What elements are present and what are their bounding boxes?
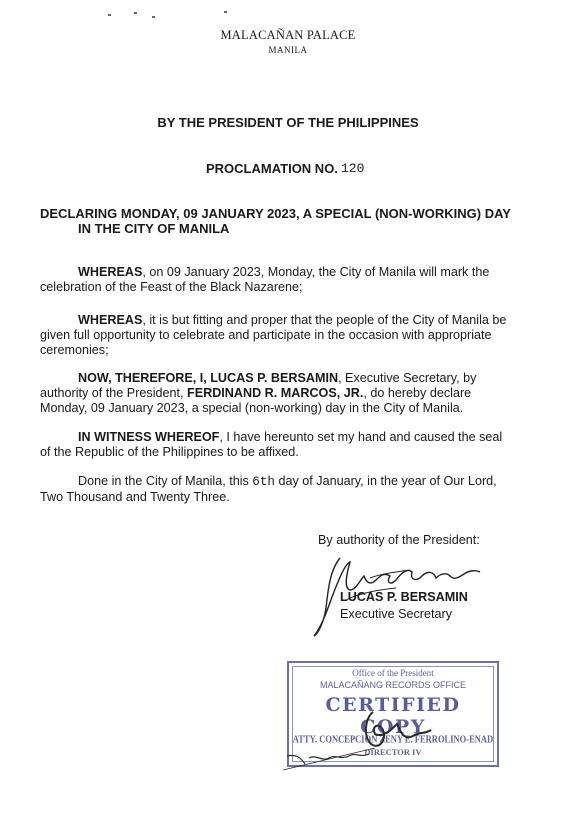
declaration-line-1: DECLARING MONDAY, 09 JANUARY 2023, A SPECIAL (NON-WORKING) DAY xyxy=(40,206,511,221)
day-value: 6th xyxy=(252,475,275,489)
paragraph-lead: WHEREAS xyxy=(78,265,143,279)
stamp-initials-and-date xyxy=(275,700,505,780)
paragraph-text: , do hereby declare xyxy=(363,386,472,400)
stamp-office: Office of the President xyxy=(352,668,434,678)
paragraph-text: , it is but fitting and proper that the people of the City of Manila be xyxy=(142,313,507,327)
paragraph-lead: NOW, THEREFORE, I, LUCAS P. BERSAMIN xyxy=(78,371,339,385)
stamp-records: MALACAÑANG RECORDS OFFICE xyxy=(319,680,467,690)
paragraph-in-witness xyxy=(40,430,530,460)
stamp-certified: CERTIFIED COPY xyxy=(325,694,461,738)
signatory-name: LUCAS P. BERSAMIN xyxy=(340,590,468,604)
signatory-title: Executive Secretary xyxy=(340,607,452,621)
paragraph-text: given full opportunity to celebrate and participate in the occasion with appropriate xyxy=(40,328,492,342)
declaration-heading xyxy=(40,206,540,236)
paragraph-text: day of January, in the year of Our Lord, xyxy=(274,474,497,488)
scan-specks xyxy=(108,10,248,20)
proclamation-label: PROCLAMATION NO. xyxy=(206,161,338,176)
paragraph-text: Done in the City of Manila, this xyxy=(78,474,253,488)
stamp-position: DIRECTOR IV xyxy=(364,747,422,757)
paragraph-text: authority of the President, xyxy=(40,386,188,400)
paragraph-whereas-2 xyxy=(40,313,530,358)
paragraph-text: celebration of the Feast of the Black Nazarene; xyxy=(40,280,303,294)
issuer-heading: BY THE PRESIDENT OF THE PHILIPPINES xyxy=(157,115,419,130)
palace-city: MANILA xyxy=(268,45,308,55)
paragraph-text: , I have hereunto set my hand and caused the seal xyxy=(219,430,503,444)
president-name: FERDINAND R. MARCOS, JR. xyxy=(187,386,364,400)
paragraph-text: , Executive Secretary, by xyxy=(338,371,477,385)
paragraph-text: Two Thousand and Twenty Three. xyxy=(40,490,230,504)
stamp-attorney: ATTY. CONCEPCION ZENY E. FERROLINO-ENAD xyxy=(292,733,494,745)
palace-header: MALACAÑAN PALACE xyxy=(220,28,356,42)
paragraph-whereas-1 xyxy=(40,265,530,295)
declaration-line-2: IN THE CITY OF MANILA xyxy=(78,221,230,236)
proclamation-number: 120 xyxy=(341,161,365,176)
authority-line: By authority of the President: xyxy=(318,533,480,547)
paragraph-text: of the Republic of the Philippines to be affixed. xyxy=(40,445,299,459)
paragraph-done-in xyxy=(40,474,530,505)
paragraph-text: Monday, 09 January 2023, a special (non-working) day in the City of Manila. xyxy=(40,401,464,415)
paragraph-text: ceremonies; xyxy=(40,343,109,357)
paragraph-now-therefore xyxy=(40,371,530,416)
paragraph-text: , on 09 January 2023, Monday, the City of Manila will mark the xyxy=(142,265,490,279)
paragraph-lead: IN WITNESS WHEREOF xyxy=(78,430,220,444)
paragraph-lead: WHEREAS xyxy=(78,313,143,327)
